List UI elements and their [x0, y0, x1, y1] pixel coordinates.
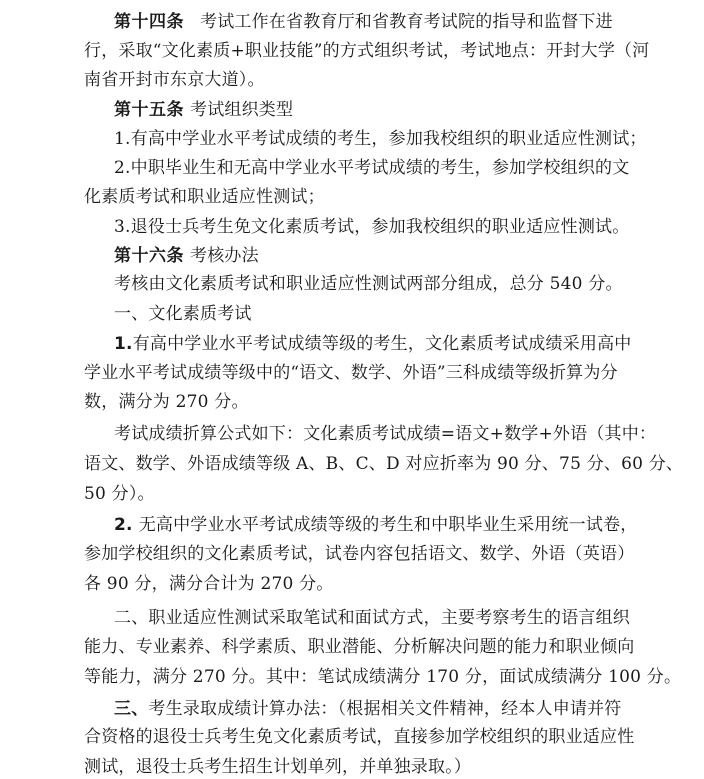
art16-title: 考核办法: [190, 245, 259, 266]
art16-p2-text1: 无高中学业水平考试成绩等级的考生和中职毕业生采用统一试卷，: [138, 515, 638, 536]
art16-sec2-line2: 能力、专业素养、科学素质、职业潜能、分析解决问题的能力和职业倾向: [84, 637, 635, 658]
art16-sec3-line2: 合资格的退役士兵考生免文化素质考试，直接参加学校组织的职业适应性: [84, 727, 635, 748]
art16-heading: [114, 246, 259, 266]
art14-line2: 行，采取“文化素质+职业技能”的方式组织考试，考试地点：开封大学（河: [84, 41, 650, 62]
art16-label: 第十六条: [114, 245, 184, 266]
art15-item2-line1: 2.中职毕业生和无高中学业水平考试成绩的考生，参加学校组织的文: [114, 158, 630, 179]
art14-label: 第十四条: [114, 11, 184, 32]
art16-p2-line3: 各 90 分，满分合计为 270 分。: [84, 573, 334, 594]
art16-sec3-text1: 考生录取成绩计算办法：（根据相关文件精神，经本人申请并符: [148, 698, 622, 719]
art16-p2-line2: 参加学校组织的文化素质考试，试卷内容包括语文、数学、外语（英语）: [84, 544, 635, 564]
art16-formula-line1: 考试成绩折算公式如下：文化素质考试成绩=语文+数学+外语（其中：: [114, 424, 657, 445]
art16-p2-num: 2.: [114, 515, 133, 536]
art16-intro: 考核由文化素质考试和职业适应性测试两部分组成，总分 540 分。: [114, 274, 623, 295]
art16-sec3-label: 三、: [114, 698, 149, 719]
art16-sec2-line1: 二、职业适应性测试采取笔试和面试方式，主要考察考生的语言组织: [114, 608, 630, 629]
art16-sec2-line3: 等能力，满分 270 分。其中：笔试成绩满分 170 分，面试成绩满分 100 分。: [84, 666, 682, 687]
art16-p1-line3: 数，满分为 270 分。: [84, 392, 249, 413]
art16-p1-line1: [114, 334, 632, 354]
art16-sec3-line1: [114, 699, 622, 719]
art14-line3: 南省开封市东京大道）。: [84, 70, 265, 90]
art14-line1: [114, 12, 613, 32]
art15-title: 考试组织类型: [190, 99, 294, 120]
art16-formula-line3: 50 分）。: [84, 483, 155, 504]
art16-formula-line2: 语文、数学、外语成绩等级 A、B、C、D 对应折率为 90 分、75 分、60 分、: [84, 453, 684, 474]
art15-item3: 3.退役士兵考生免文化素质考试，参加我校组织的职业适应性测试。: [114, 216, 630, 237]
art16-p1-num: 1.: [114, 333, 133, 354]
art15-item2-line2: 化素质考试和职业适应性测试；: [84, 187, 325, 208]
art15-heading: [114, 100, 293, 120]
art16-sec3-line3: 测试，退役士兵考生招生计划单列，并单独录取。）: [84, 757, 472, 777]
art16-p1-line2: 学业水平考试成绩等级中的“语文、数学、外语”三科成绩等级折算为分: [84, 362, 618, 383]
art16-p1-text1: 有高中学业水平考试成绩等级的考生，文化素质考试成绩采用高中: [132, 333, 632, 354]
art15-label: 第十五条: [114, 99, 184, 120]
art16-sec1-heading: 一、文化素质考试: [114, 304, 252, 325]
art15-item1: 1.有高中学业水平考试成绩的考生，参加我校组织的职业适应性测试；: [114, 128, 647, 149]
art16-p2-line1: [114, 515, 638, 535]
art14-text1: 考试工作在省教育厅和省教育考试院的指导和监督下进: [200, 11, 613, 32]
